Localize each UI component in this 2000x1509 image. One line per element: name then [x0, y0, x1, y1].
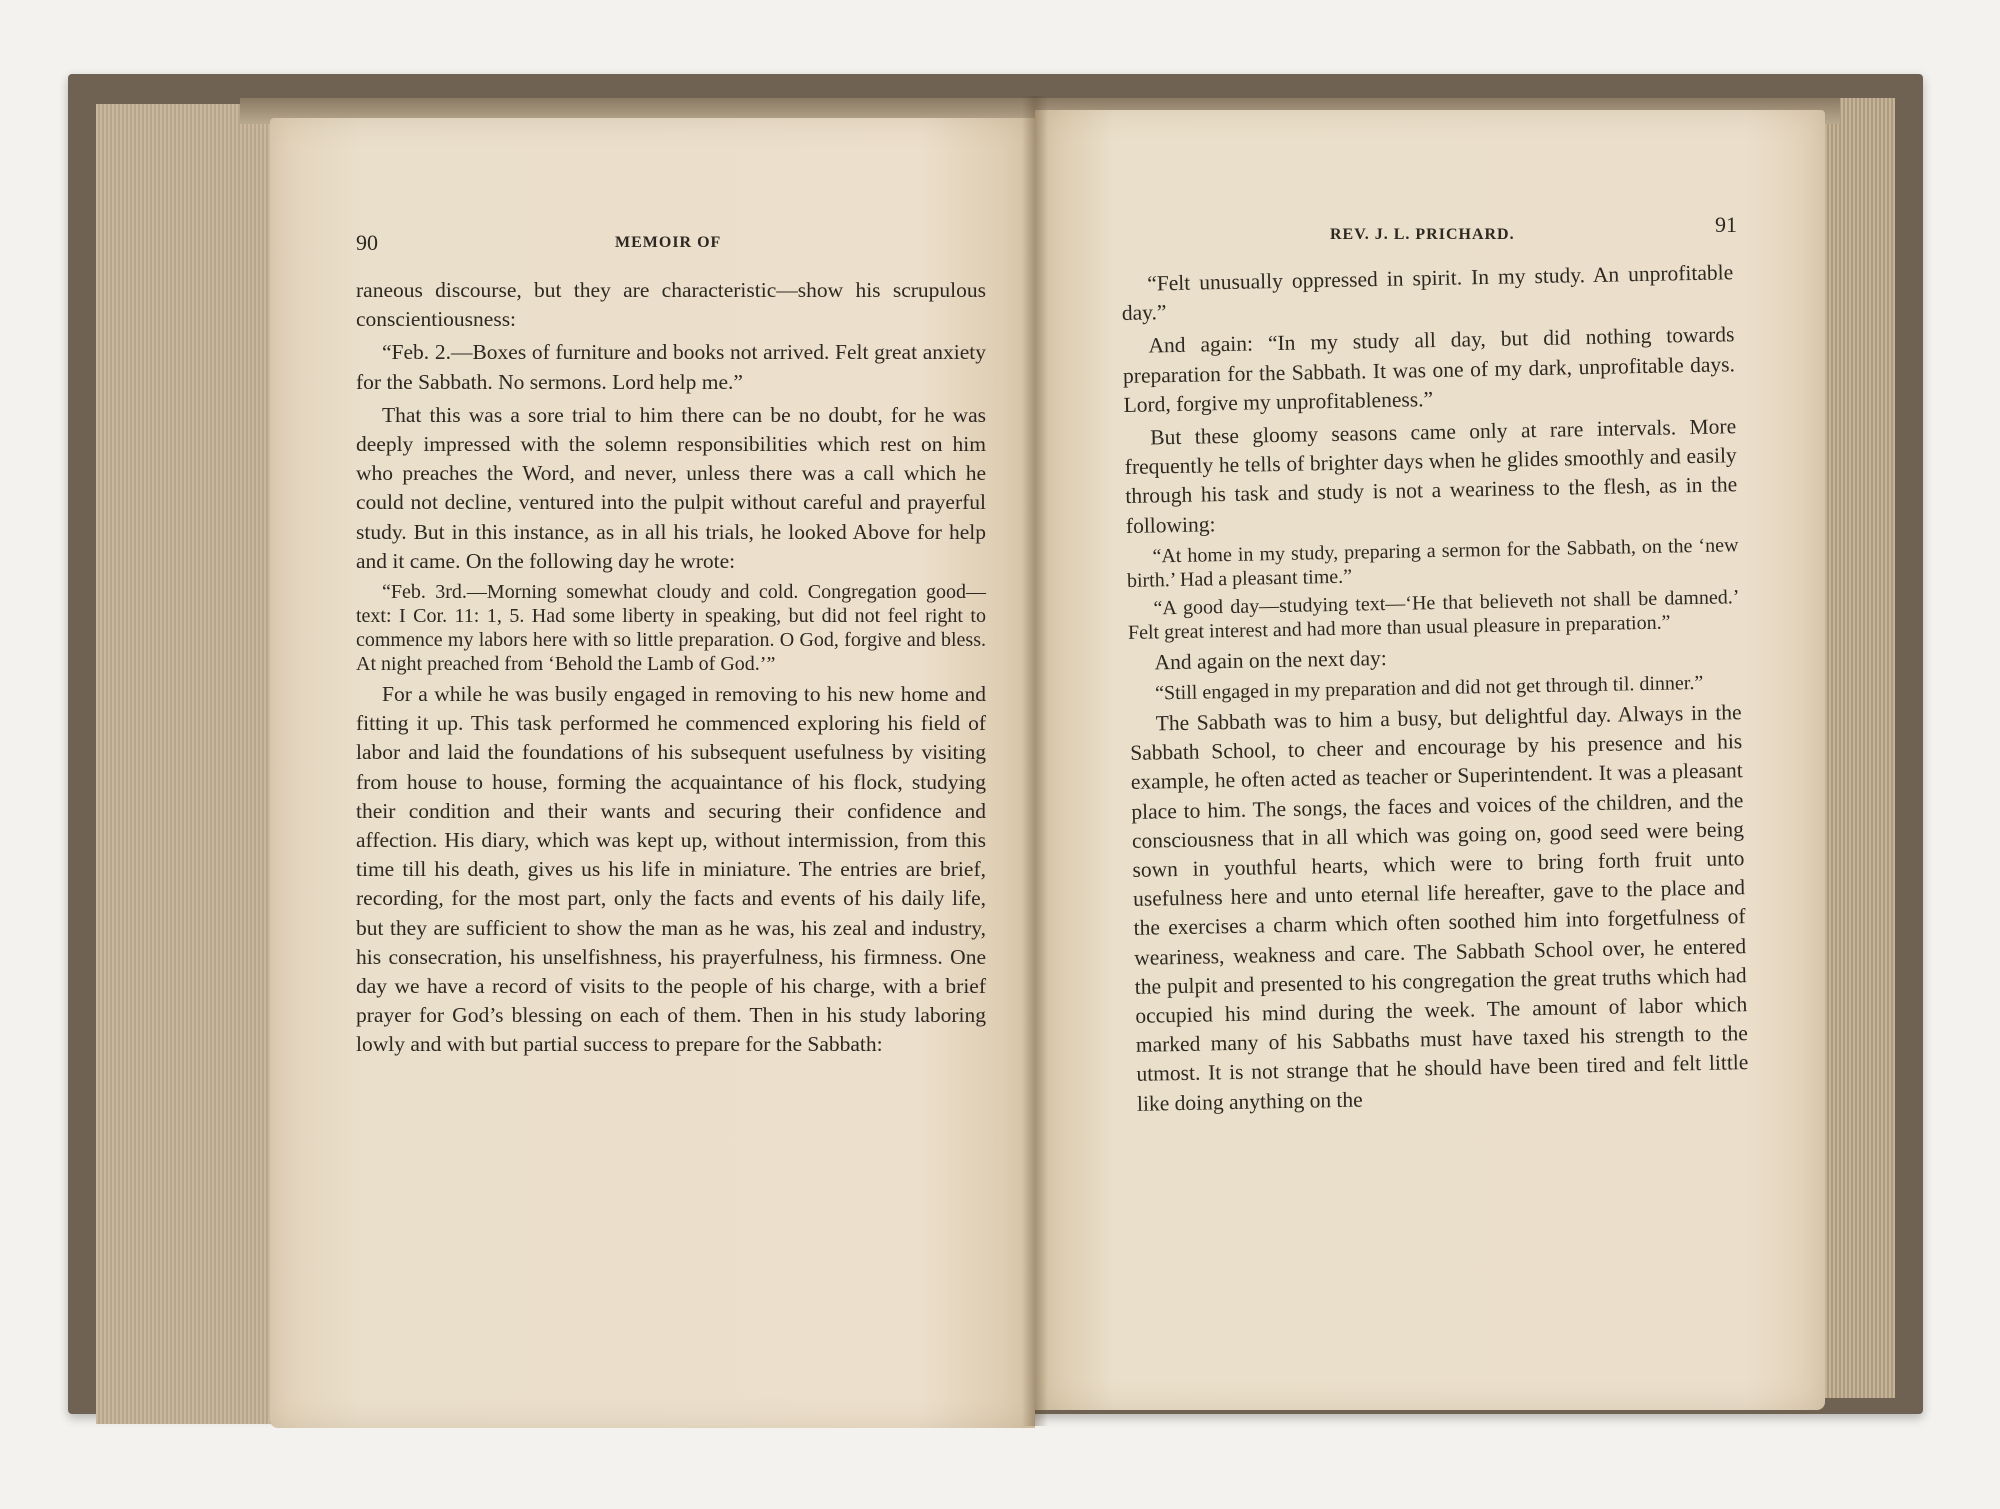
paragraph: That this was a sore trial to him there can be no doubt, for he was deeply impressed with the solemn responsibilities which rest on him who preaches the Word, and never, unless there was a call which he could not decline, ventured into the pulpit without careful and prayerful study. But in this instance, as in all his trials, he looked Above for help and it came. On the following day he wrote: [356, 402, 986, 573]
paragraph: And again: “In my study all day, but did nothing towards preparation for the Sabbath. It was one of my dark, unprofitable days. Lord, forgive my unprofitableness.” [1122, 322, 1736, 417]
paragraph: “At home in my study, preparing a sermon for the Sabbath, on the ‘new birth.’ Had a pleasant time.” [1126, 534, 1739, 592]
book-gutter [1022, 96, 1048, 1426]
paragraph: “Still engaged in my preparation and did not get through til. dinner.” [1154, 671, 1704, 705]
paragraph: “Feb. 3rd.—Morning somewhat cloudy and cold. Congregation good—text: I Cor. 11: 1, 5. Had some liberty in speaking, but did not feel right to commence my labors here with so little preparation. O God, forgive and bless. At night preached from ‘Behold the Lamb of God.’” [356, 581, 986, 676]
paragraph: But these gloomy seasons came only at rare intervals. More frequently he tells of brighter days when he glides smoothly and easily through his task and study is not a weariness to the flesh, as in the following: [1124, 414, 1738, 538]
left-page-edges [96, 104, 281, 1424]
right-page-edges [1825, 98, 1895, 1398]
running-head: REV. J. L. PRICHARD. [1330, 226, 1515, 243]
paragraph: “A good day—studying text—‘He that believeth not shall be damned.’ Felt great interest and had more than usual pleasure in preparation.” [1127, 586, 1740, 644]
paragraph: “Felt unusually oppressed in spirit. In my study. An unprofitable day.” [1121, 260, 1734, 326]
page-number: 90 [356, 230, 378, 255]
right-page [1035, 110, 1825, 1410]
page-number: 91 [1715, 212, 1737, 237]
right-page-text [1121, 258, 1749, 1118]
left-page [270, 118, 1035, 1428]
paragraph: The Sabbath was to him a busy, but delightful day. Always in the Sabbath School, to cheer and encourage by his presence and his example, he often acted as teacher or Superintendent. It was a pleasant place to him. The songs, the faces and voices of the children, and the consciousness that in all which was going on, good seed were being sown in youthful hearts, which were to bring forth fruit unto usefulness here and unto eternal life hereafter, gave to the place and the exercises a charm which often soothed him into forgetfulness of weariness, weakness and care. The Sabbath School over, he entered the pulpit and presented to his congregation the great truths which had occupied his mind during the week. The amount of labor which marked many of his Sabbaths must have taxed his strength to the utmost. It is not strange that he should have been tired and felt little like doing anything on the [1130, 700, 1749, 1116]
paragraph: “Feb. 2.—Boxes of furniture and books not arrived. Felt great anxiety for the Sabbath. No sermons. Lord help me.” [356, 340, 986, 394]
running-head: MEMOIR OF [615, 234, 722, 251]
paragraph: For a while he was busily engaged in removing to his new home and fitting it up. This task performed he commenced exploring his field of labor and laid the foundations of his subsequent usefulness by visiting from house to house, forming the acquaintance of his flock, studying their condition and their wants and securing their confidence and affection. His diary, which was kept up, without intermission, from this time till his death, gives us his life in miniature. The entries are brief, recording, for the most part, only the facts and events of his daily life, but they are sufficient to show the man as he was, his zeal and industry, his consecration, his unselfishness, his prayerfulness, his firmness. One day we have a record of visits to the people of his charge, with a brief prayer for God’s blessing on each of them. Then in his study laboring lowly and with but partial success to prepare for the Sabbath: [356, 682, 986, 1057]
left-page-text [356, 276, 986, 1060]
paragraph: And again on the next day: [1154, 645, 1387, 675]
paragraph: raneous discourse, but they are characteristic—show his scrupulous conscientiousness: [356, 278, 986, 332]
